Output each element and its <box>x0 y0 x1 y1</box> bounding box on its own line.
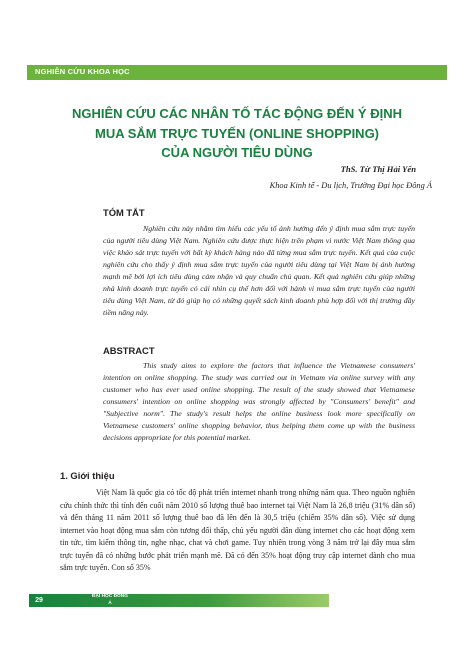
article-title <box>40 104 434 163</box>
abstract-heading: ABSTRACT <box>103 345 155 356</box>
section-1-text: Việt Nam là quốc gia có tốc độ phát triển internet nhanh trong những năm qua. Theo nguồn nghiên cứu chính thức thì tính đến cuối năm 2010 số lượng thuê bao internet tại Việt Nam là 26,8 triệu (31% dân số) và đến tháng 11 năm 2011 số lượng thuê bao đã lên đến là 30,5 triệu (chiếm 35% dân số). Việc sử dụng internet vào hoạt động mua sắm còn tương đối thấp, chủ yếu người dân dùng internet cho các hoạt động xem tin tức, tìm kiếm thông tin, nghe nhạc, chat và chơi game. Tuy nhiên trong vòng 3 năm trở lại đây mua sắm trực tuyến đã có những bước phát triển mạnh mẽ. Đã có đến 35% hoạt động truy cập internet dành cho mua sắm trực tuyến. Con số 35% <box>60 488 415 572</box>
summary-text: Nghiên cứu này nhằm tìm hiểu các yếu tố ảnh hưởng đến ý định mua sắm trực tuyến của người tiêu dùng Việt Nam. Nghiên cứu được thực hiện trên phạm vi nước Việt Nam thông qua việc khảo sát trực tuyến với bất kỳ khách hàng nào đã từng mua sắm trực tuyến. Kết quả của cuộc nghiên cứu cho thấy ý định mua sắm trực tuyến của người tiêu dùng tại Việt Nam bị ảnh hưởng mạnh mẽ bởi lợi ích tiêu dùng cảm nhận và quy chuẩn chủ quan. Kết quả nghiên cứu giúp những nhà kinh doanh trực tuyến có cái nhìn cụ thể hơn đối với hành vi mua sắm trực tuyến của người tiêu dùng Việt Nam, từ đó giúp họ có những quyết sách kinh doanh phù hợp đối với thị trường đầy tiềm năng này. <box>103 224 415 317</box>
journal-name <box>92 593 128 614</box>
page-number: 29 <box>35 597 43 604</box>
journal-name-line-2: 2015 <box>104 608 116 613</box>
summary-heading: TÓM TẮT <box>103 207 145 218</box>
author-name: ThS. Từ Thị Hải Yến <box>340 164 416 174</box>
section-header-label: NGHIÊN CỨU KHOA HỌC <box>35 67 130 76</box>
footer-band <box>29 594 329 607</box>
title-line-1: NGHIÊN CỨU CÁC NHÂN TỐ TÁC ĐỘNG ĐẾN Ý ĐỊNH <box>71 106 402 121</box>
title-line-2: MUA SẮM TRỰC TUYẾN (ONLINE SHOPPING) <box>94 125 380 141</box>
section-1-heading: 1. Giới thiệu <box>60 470 115 481</box>
journal-name-line-1: ĐẠI HỌC ĐÔNG Á <box>92 594 128 606</box>
abstract-text: This study aims to explore the factors that influence the Vietnamese consumers' intention on online shopping. The study was carried out in Vietnam via online survey with any customer who has ever used online shopping. The result of the study showed that Vietnamese consumers' intention on online shopping was strongly affected by "Consumers' benefit" and "Subjective norm". The study's result helps the online business look more specifically on Vietnamese customers' online shopping behavior, thus helping them come up with the business decisions appropriate for this potential market. <box>103 361 415 442</box>
title-line-3: CỦA NGƯỜI TIÊU DÙNG <box>161 145 313 160</box>
author-affiliation: Khoa Kinh tế - Du lịch, Trường Đại học Đông Á <box>269 181 432 190</box>
